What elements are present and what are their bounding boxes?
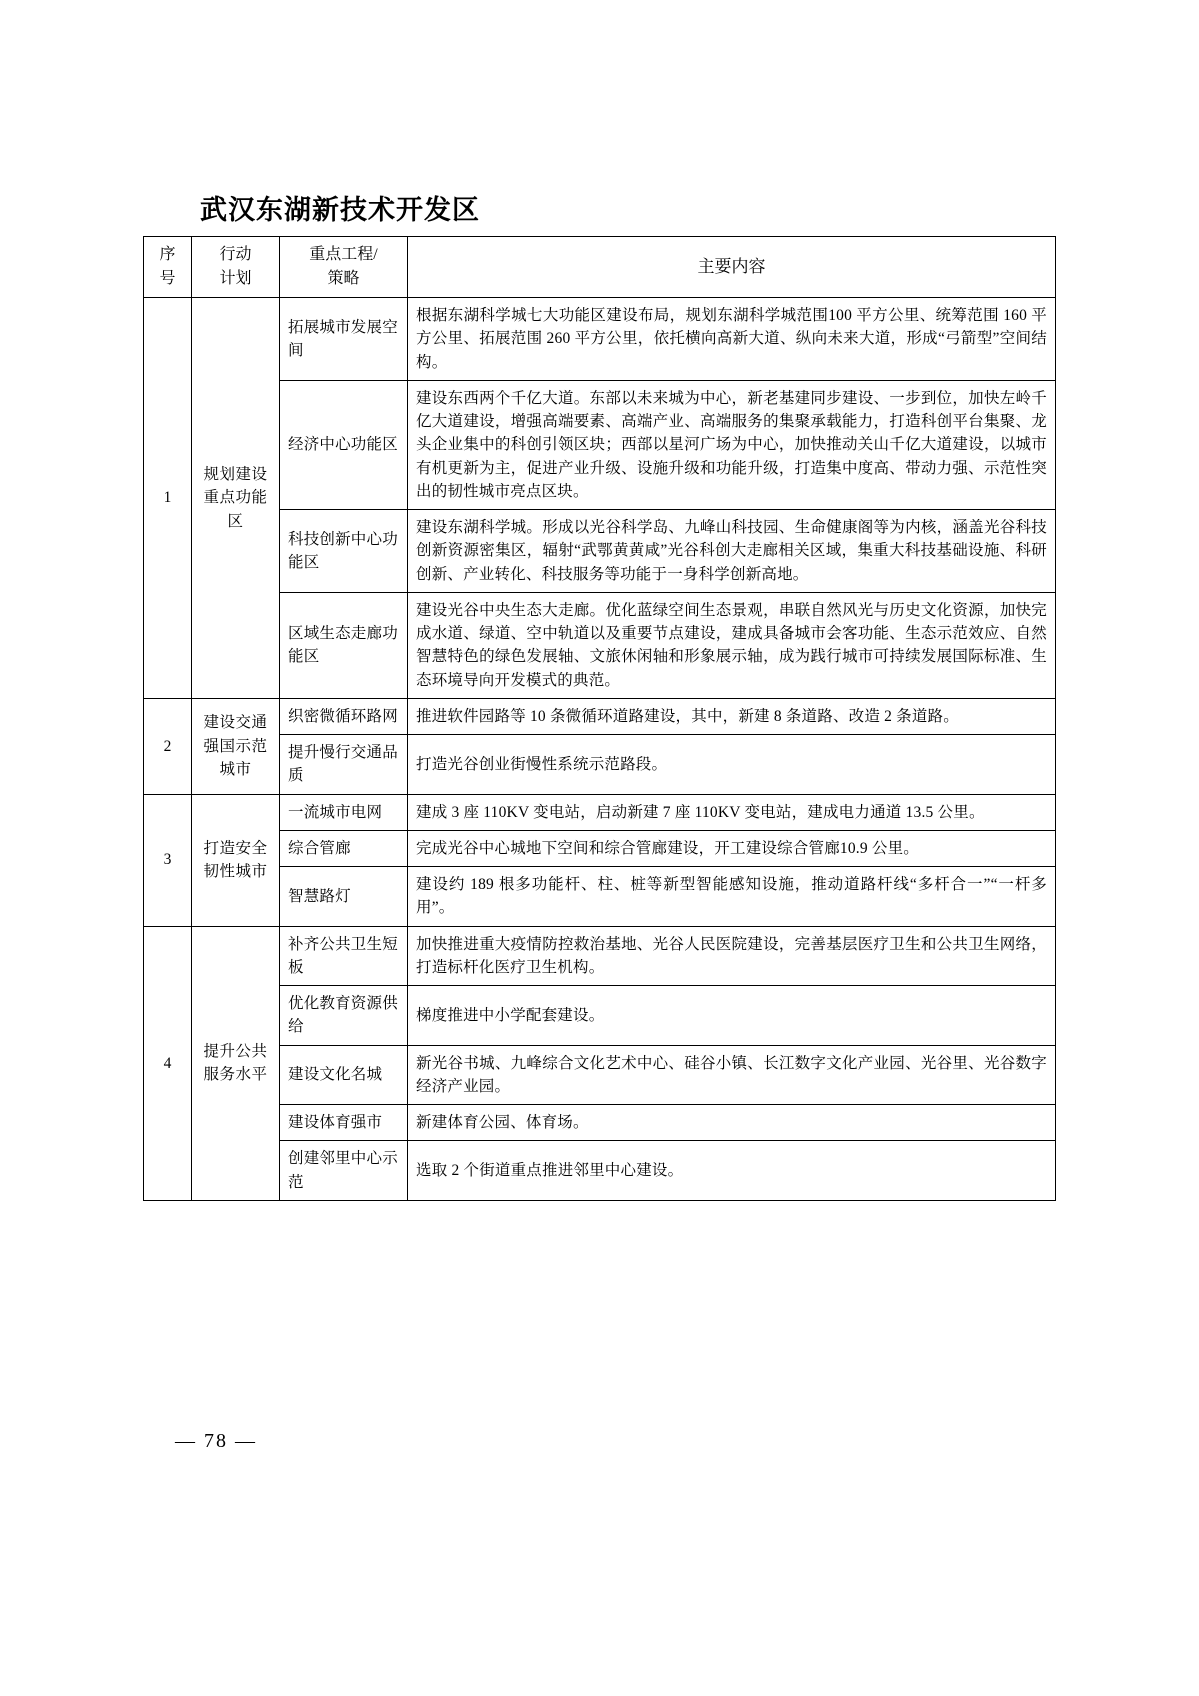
main-content: 建成 3 座 110KV 变电站，启动新建 7 座 110KV 变电站，建成电力通道 13.5 公里。	[408, 794, 1056, 830]
key-project: 优化教育资源供给	[280, 986, 408, 1046]
column-header-plan-line2: 计划	[219, 270, 252, 287]
key-project: 区域生态走廊功能区	[280, 592, 408, 698]
table-header-row	[144, 237, 1056, 298]
row-number: 1	[144, 298, 192, 699]
main-content: 推进软件园路等 10 条微循环道路建设，其中，新建 8 条道路、改造 2 条道路。	[408, 698, 1056, 734]
main-content: 建设约 189 根多功能杆、柱、桩等新型智能感知设施，推动道路杆线“多杆合一”“一杆多用”。	[408, 867, 1056, 927]
row-number: 4	[144, 926, 192, 1200]
main-content: 梯度推进中小学配套建设。	[408, 986, 1056, 1046]
column-header-project	[280, 237, 408, 298]
table-row	[144, 510, 1056, 593]
key-project: 织密微循环路网	[280, 698, 408, 734]
action-plan-table	[143, 236, 1056, 1201]
key-project: 建设体育强市	[280, 1105, 408, 1141]
row-number: 2	[144, 698, 192, 794]
column-header-project-line2: 策略	[327, 270, 360, 287]
main-content: 新建体育公园、体育场。	[408, 1105, 1056, 1141]
table-row	[144, 1105, 1056, 1141]
main-content: 选取 2 个街道重点推进邻里中心建设。	[408, 1141, 1056, 1201]
key-project: 创建邻里中心示范	[280, 1141, 408, 1201]
key-project: 提升慢行交通品质	[280, 735, 408, 795]
table-row	[144, 1141, 1056, 1201]
main-content: 加快推进重大疫情防控救治基地、光谷人民医院建设，完善基层医疗卫生和公共卫生网络，打造标杆化医疗卫生机构。	[408, 926, 1056, 986]
page-title: 武汉东湖新技术开发区	[200, 195, 480, 226]
key-project: 建设文化名城	[280, 1045, 408, 1105]
table-row	[144, 926, 1056, 986]
main-content: 建设光谷中央生态大走廊。优化蓝绿空间生态景观，串联自然风光与历史文化资源，加快完成水道、绿道、空中轨道以及重要节点建设，建成具备城市会客功能、生态示范效应、自然智慧特色的绿色发展轴、文旅休闲轴和形象展示轴，成为践行城市可持续发展国际标准、生态环境导向开发模式的典范。	[408, 592, 1056, 698]
row-number: 3	[144, 794, 192, 926]
main-content: 建设东西两个千亿大道。东部以未来城为中心，新老基建同步建设、一步到位，加快左岭千亿大道建设，增强高端要素、高端产业、高端服务的集聚承载能力，打造科创平台集聚、龙头企业集中的科创引领区块；西部以星河广场为中心，加快推动关山千亿大道建设，以城市有机更新为主，促进产业升级、设施升级和功能升级，打造集中度高、带动力强、示范性突出的韧性城市亮点区块。	[408, 380, 1056, 509]
column-header-plan-line1: 行动	[219, 246, 252, 263]
table-row	[144, 986, 1056, 1046]
key-project: 补齐公共卫生短板	[280, 926, 408, 986]
action-plan: 提升公共服务水平	[192, 926, 280, 1200]
table-row	[144, 592, 1056, 698]
action-plan: 建设交通强国示范城市	[192, 698, 280, 794]
column-header-content: 主要内容	[408, 237, 1056, 298]
key-project: 一流城市电网	[280, 794, 408, 830]
table-row	[144, 380, 1056, 509]
table-body	[144, 298, 1056, 1201]
column-header-project-line1: 重点工程/	[309, 246, 378, 263]
page-number: — 78 —	[175, 1430, 257, 1452]
table-row	[144, 1045, 1056, 1105]
main-content: 打造光谷创业街慢性系统示范路段。	[408, 735, 1056, 795]
key-project: 智慧路灯	[280, 867, 408, 927]
main-content: 建设东湖科学城。形成以光谷科学岛、九峰山科技园、生命健康阁等为内核，涵盖光谷科技创新资源密集区，辐射“武鄂黄黄咸”光谷科创大走廊相关区域，集重大科技基础设施、科研创新、产业转化、科技服务等功能于一身科学创新高地。	[408, 510, 1056, 593]
column-header-plan	[192, 237, 280, 298]
key-project: 科技创新中心功能区	[280, 510, 408, 593]
column-header-no: 序号	[144, 237, 192, 298]
main-content: 完成光谷中心城地下空间和综合管廊建设，开工建设综合管廊10.9 公里。	[408, 830, 1056, 866]
main-content: 根据东湖科学城七大功能区建设布局，规划东湖科学城范围100 平方公里、统筹范围 160 平方公里、拓展范围 260 平方公里，依托横向高新大道、纵向未来大道，形成“弓箭型”空间结构。	[408, 298, 1056, 381]
table-row	[144, 794, 1056, 830]
key-project: 综合管廊	[280, 830, 408, 866]
action-plan: 规划建设重点功能区	[192, 298, 280, 699]
table-row	[144, 735, 1056, 795]
table-row	[144, 867, 1056, 927]
key-project: 经济中心功能区	[280, 380, 408, 509]
table-row	[144, 298, 1056, 381]
table-header	[144, 237, 1056, 298]
main-content: 新光谷书城、九峰综合文化艺术中心、硅谷小镇、长江数字文化产业园、光谷里、光谷数字经济产业园。	[408, 1045, 1056, 1105]
key-project: 拓展城市发展空间	[280, 298, 408, 381]
action-plan: 打造安全韧性城市	[192, 794, 280, 926]
table-row	[144, 698, 1056, 734]
table-row	[144, 830, 1056, 866]
